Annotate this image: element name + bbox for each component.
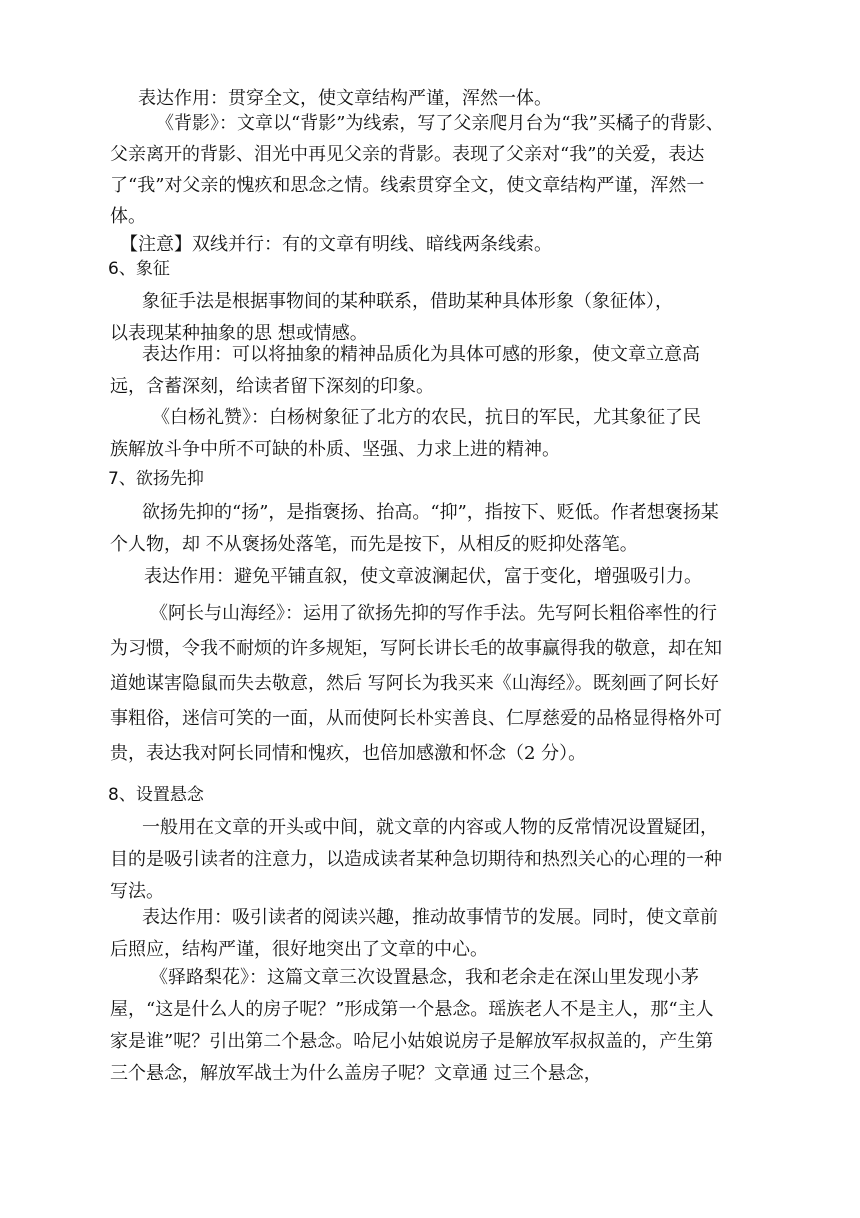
paragraph-yilu-lihua: 《驿路梨花》：这篇文章三次设置悬念，我和老余走在深山里发现小茅屋，“这是什么人的房子呢？”形成第一个悬念。瑶族老人不是主人，那“主人家是谁”呢？引出第二个悬念。哈尼小姑娘说房子是解放军叔叔盖的，产生第三个悬念，解放军战士为什么盖房子呢？文章通 过三个悬念，: [110, 967, 714, 1084]
paragraph-yuyang-effect: 表达作用：避免平铺直叙，使文章波澜起伏，富于变化，增强吸引力。: [144, 566, 702, 587]
paragraph-symbolism-effect: 表达作用：可以将抽象的精神品质化为具体可感的形象，使文章立意高远，含蓄深刻，给读者留下深刻的印象。: [110, 344, 700, 397]
paragraph-baiyang: 《白杨礼赞》：白杨树象征了北方的农民，抗日的军民，尤其象征了民族解放斗争中所不可缺的朴质、坚强、力求上进的精神。: [110, 407, 701, 460]
heading-symbolism: 6、象征: [108, 259, 170, 279]
heading-suspense: 8、设置悬念: [108, 785, 204, 805]
paragraph-suspense-definition: 一般用在文章的开头或中间，就文章的内容或人物的反常情况设置疑团，目的是吸引读者的注意力，以造成读者某种急切期待和热烈关心的心理的一种写法。: [110, 817, 722, 902]
paragraph-yuyang-definition: 欲扬先抑的“扬”，是指褒扬、抬高。“抑”，指按下、贬低。作者想褒扬某个人物，却 不从褒扬处落笔，而先是按下，从相反的贬抑处落笔。: [110, 502, 719, 555]
paragraph-note: 【注意】双线并行：有的文章有明线、暗线两条线索。: [120, 234, 552, 255]
paragraph-symbolism-definition: 象征手法是根据事物间的某种联系，借助某种具体形象（象征体），以表现某种抽象的思 想或情感。: [110, 291, 673, 344]
paragraph-azhang: 《阿长与山海经》：运用了欲扬先抑的写作手法。先写阿长粗俗率性的行为习惯，令我不耐烦的许多规矩，写阿长讲长毛的故事赢得我的敬意，却在知道她谋害隐鼠而失去敬意，然后 写阿长为我买来《山海经》。既刻画了阿长好事粗俗，迷信可笑的一面，从而使阿长朴实善良、仁厚慈爱的品格显得格外可贵，表达我对阿长同情和愧疚，也倍加感激和怀念（2 分）。: [110, 603, 722, 764]
paragraph-suspense-effect: 表达作用：吸引读者的阅读兴趣，推动故事情节的发展。同时，使文章前后照应，结构严谨，很好地突出了文章的中心。: [110, 907, 718, 960]
paragraph-beiying: 《背影》：文章以“背影”为线索，写了父亲爬月台为“我”买橘子的背影、父亲离开的背影、泪光中再见父亲的背影。表现了父亲对“我”的关爱，表达了“我”对父亲的愧疚和思念之情。线索贯穿全文，使文章结构严谨，浑然一体。: [110, 113, 724, 227]
paragraph-expression-effect-1: 表达作用：贯穿全文，使文章结构严谨，浑然一体。: [138, 88, 552, 109]
heading-yuyang-xianyi: 7、欲扬先抑: [108, 469, 204, 489]
